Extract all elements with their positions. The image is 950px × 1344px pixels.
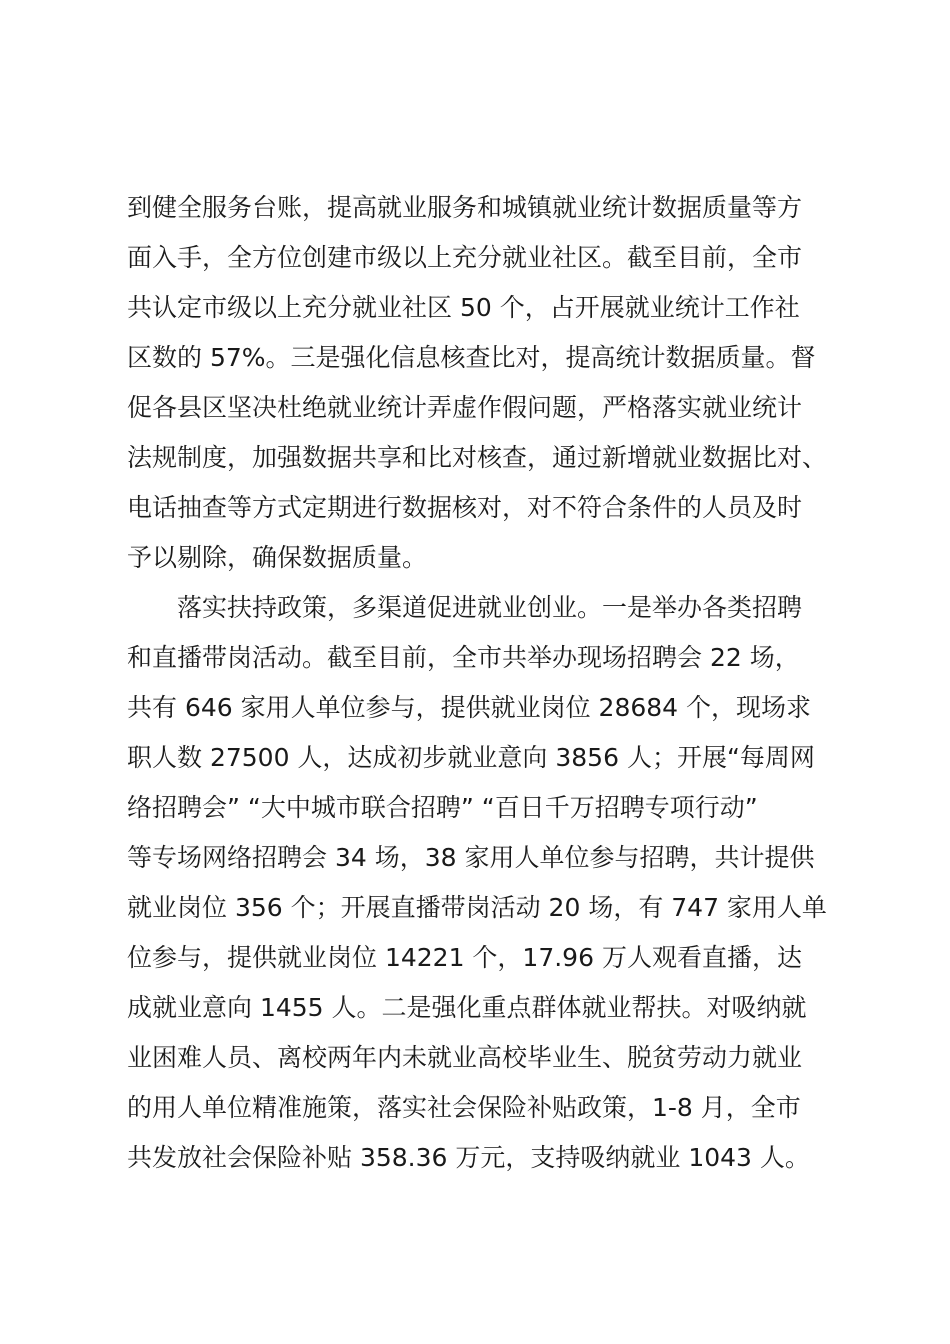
text-line: 面入手，全方位创建市级以上充分就业社区。截至目前，全市: [127, 243, 803, 272]
text-line: 业困难人员、离校两年内未就业高校毕业生、脱贫劳动力就业: [127, 1043, 803, 1072]
text-line: 法规制度，加强数据共享和比对核查，通过新增就业数据比对、: [127, 443, 828, 472]
text-line: 和直播带岗活动。截至目前，全市共举办现场招聘会 22 场，: [127, 643, 800, 672]
text-line: 共认定市级以上充分就业社区 50 个，占开展就业统计工作社: [127, 293, 800, 322]
text-line: 络招聘会” “大中城市联合招聘” “百日千万招聘专项行动”: [127, 793, 758, 822]
text-line: 电话抽查等方式定期进行数据核对，对不符合条件的人员及时: [127, 493, 803, 522]
body-text: [127, 183, 847, 1183]
text-line: 到健全服务台账，提高就业服务和城镇就业统计数据质量等方: [127, 193, 803, 222]
text-line: 等专场网络招聘会 34 场，38 家用人单位参与招聘，共计提供: [127, 843, 815, 872]
text-line: 的用人单位精准施策，落实社会保险补贴政策，1-8 月，全市: [127, 1093, 801, 1122]
paragraph-first-line: 落实扶持政策，多渠道促进就业创业。一是举办各类招聘: [177, 593, 803, 622]
text-line: 位参与，提供就业岗位 14221 个，17.96 万人观看直播，达: [127, 943, 802, 972]
text-line: 予以剔除，确保数据质量。: [127, 543, 428, 572]
text-line: 就业岗位 356 个；开展直播带岗活动 20 场，有 747 家用人单: [127, 893, 827, 922]
text-line: 共发放社会保险补贴 358.36 万元，支持吸纳就业 1043 人。: [127, 1143, 810, 1172]
text-line: 职人数 27500 人，达成初步就业意向 3856 人；开展“每周网: [127, 743, 815, 772]
text-line: 促各县区坚决杜绝就业统计弄虚作假问题，严格落实就业统计: [127, 393, 803, 422]
text-line: 区数的 57%。三是强化信息核查比对，提高统计数据质量。督: [127, 343, 816, 372]
text-line: 共有 646 家用人单位参与，提供就业岗位 28684 个，现场求: [127, 693, 812, 722]
text-line: 成就业意向 1455 人。二是强化重点群体就业帮扶。对吸纳就: [127, 993, 807, 1022]
